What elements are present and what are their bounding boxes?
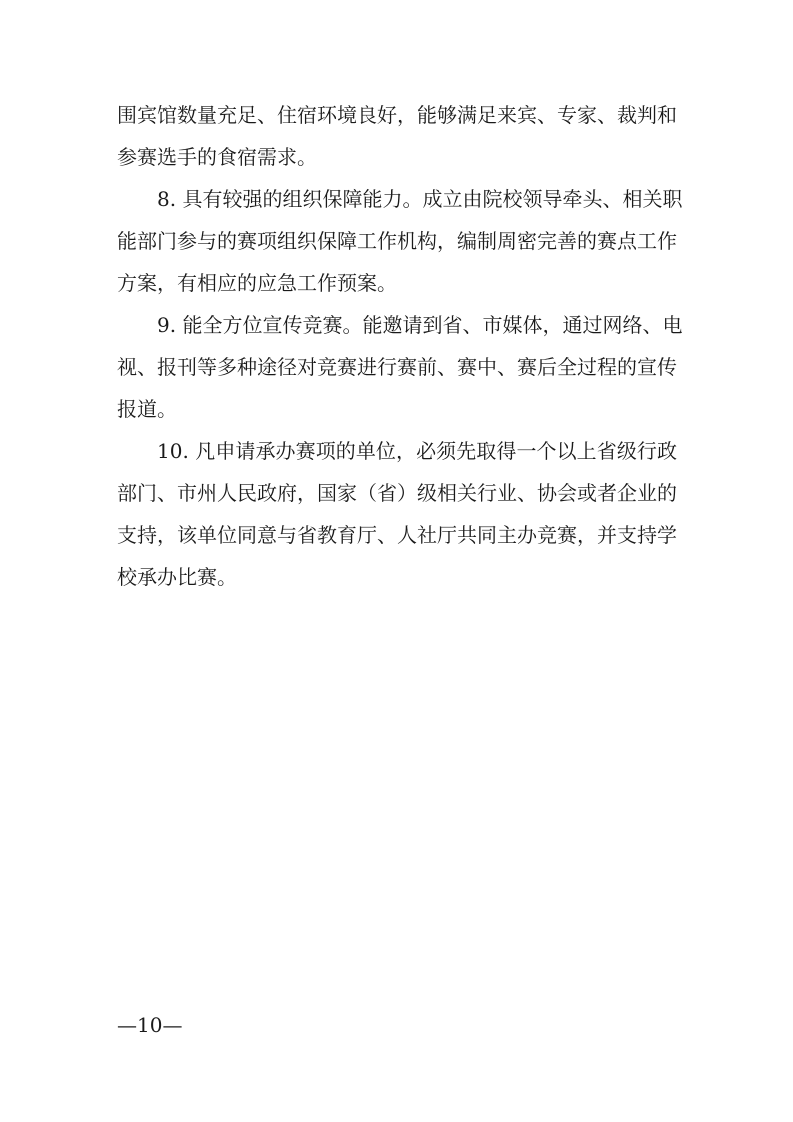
text-line: 报道。 (117, 397, 177, 421)
text-line: 支持，该单位同意与省教育厅、人社厅共同主办竞赛，并支持学 (117, 523, 677, 547)
text-line: 部门、市州人民政府，国家（省）级相关行业、协会或者企业的 (117, 481, 677, 505)
text-line: 校承办比赛。 (117, 565, 237, 589)
item-8-first-line: 8. 具有较强的组织保障能力。成立由院校领导牵头、相关职 (157, 187, 683, 211)
text-line: 方案，有相应的应急工作预案。 (117, 271, 397, 295)
text-line: 参赛选手的食宿需求。 (117, 145, 317, 169)
text-line: 能部门参与的赛项组织保障工作机构，编制周密完善的赛点工作 (117, 229, 677, 253)
text-line: 围宾馆数量充足、住宿环境良好，能够满足来宾、专家、裁判和 (117, 103, 677, 127)
text-line: 视、报刊等多种途径对竞赛进行赛前、赛中、赛后全过程的宣传 (117, 355, 677, 379)
page-number: —10— (117, 1013, 183, 1037)
item-9-first-line: 9. 能全方位宣传竞赛。能邀请到省、市媒体，通过网络、电 (157, 313, 683, 337)
item-10-first-line: 10. 凡申请承办赛项的单位，必须先取得一个以上省级行政 (157, 439, 677, 463)
